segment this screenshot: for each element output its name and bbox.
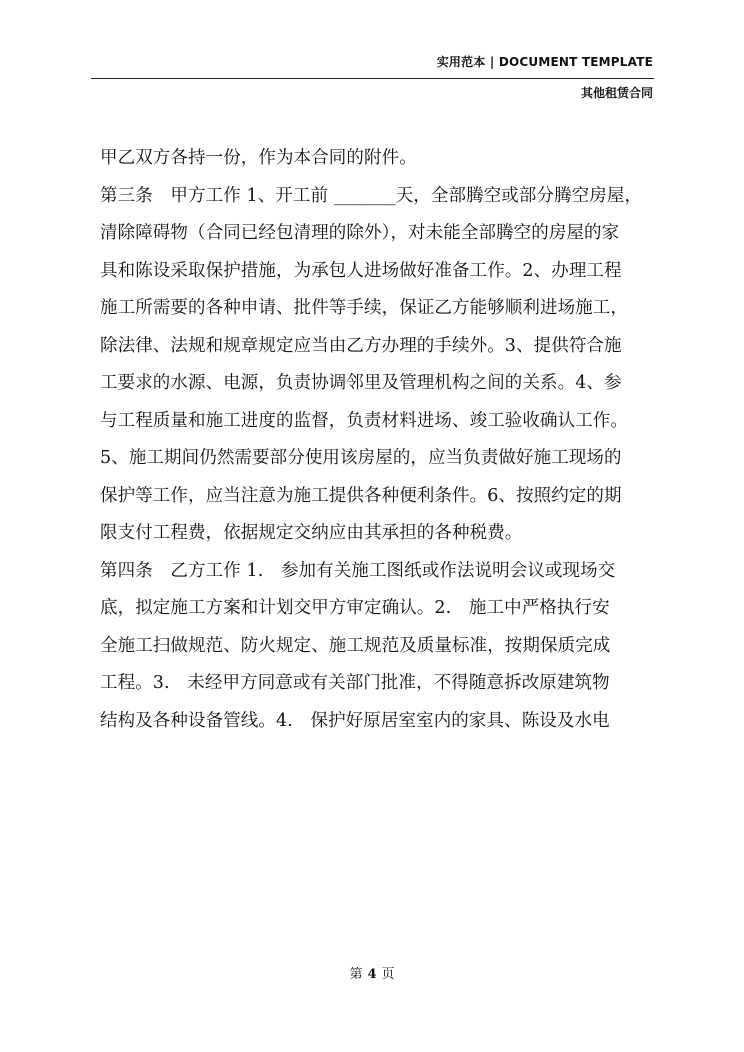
header-title: 实用范本 | DOCUMENT TEMPLATE xyxy=(436,55,653,69)
contract-body xyxy=(100,140,656,740)
body-line: 清除障碍物（合同已经包清理的除外），对未能全部腾空的房屋的家 xyxy=(100,223,620,243)
body-line: 5、施工期间仍然需要部分使用该房屋的，应当负责做好施工现场的 xyxy=(100,448,622,468)
body-line: 工要求的水源、电源，负责协调邻里及管理机构之间的关系。4、参 xyxy=(100,373,622,393)
body-line: 限支付工程费，依据规定交纳应由其承担的各种税费。 xyxy=(100,523,523,543)
body-line: 第四条 乙方工作 1. 参加有关施工图纸或作法说明会议或现场交 xyxy=(100,560,616,581)
body-line: 全施工扫做规范、防火规定、施工规范及质量标准，按期保质完成 xyxy=(100,635,611,656)
page-suffix: 页 xyxy=(381,967,395,982)
header-subtitle: 其他租赁合同 xyxy=(580,86,653,100)
body-line: 与工程质量和施工进度的监督，负责材料进场、竣工验收确认工作。 xyxy=(100,410,628,431)
body-line: 结构及各种设备管线。4. 保护好原居室室内的家具、陈设及水电 xyxy=(100,710,610,731)
body-line: 甲乙双方各持一份，作为本合同的附件。 xyxy=(100,148,417,168)
body-line: 施工所需要的各种申请、批件等手续，保证乙方能够顺利进场施工， xyxy=(100,298,628,318)
body-line: 工程。3. 未经甲方同意或有关部门批准，不得随意拆改原建筑物 xyxy=(100,673,610,693)
body-line: 底，拟定施工方案和计划交甲方审定确认。2. 施工中严格执行安 xyxy=(100,598,610,618)
page-footer xyxy=(0,963,744,982)
body-line: 除法律、法规和规章规定应当由乙方办理的手续外。3、提供符合施 xyxy=(100,335,622,356)
page-number: 4 xyxy=(367,967,377,982)
body-line: 具和陈设采取保护措施，为承包人进场做好准备工作。2、办理工程 xyxy=(100,260,622,281)
page-prefix: 第 xyxy=(349,967,363,982)
header-divider xyxy=(91,78,654,79)
body-line: 保护等工作，应当注意为施工提供各种便利条件。6、按照约定的期 xyxy=(100,485,622,506)
body-line: 第三条 甲方工作 1、开工前 _______天，全部腾空或部分腾空房屋， xyxy=(100,185,643,206)
